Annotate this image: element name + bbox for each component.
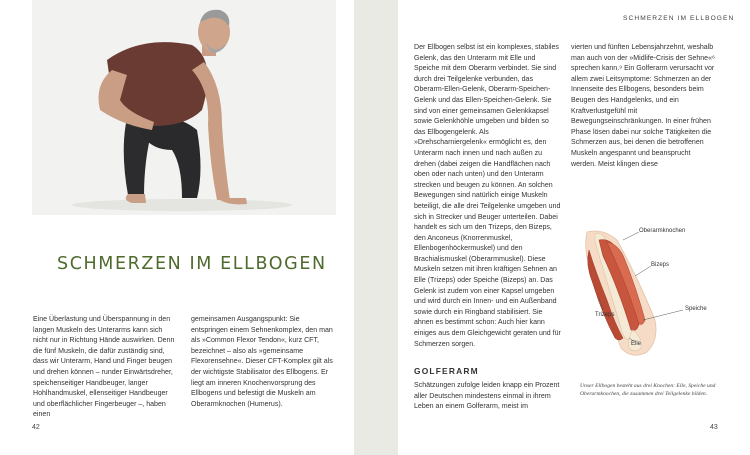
body-text-column-2: vierten und fünften Lebensjahrzehnt, weshalb man auch von der »Midlife-Crisis der Sehne«⁶ sprechen kann.⁹ Ein Golferarm verursacht vor allem zwei Leitsymptome: Schmerzen an der Innenseite des Ellbogens, besonders beim Beugen des Handgelenks, und ein Kraftverlustgefühl mit Bewegungseinschränkungen. In einer frühen Phase lösen dabei nur solche Tätigkeiten die Schmerzen aus, bei denen die betroffenen Muskeln angespannt und beansprucht werden. Meist klingen diese <box>571 44 715 168</box>
elbow-anatomy-illustration <box>577 220 717 370</box>
running-head: SCHMERZEN IM ELLBOGEN <box>623 15 735 22</box>
label-radius: Speiche <box>685 306 707 312</box>
page-number-left: 42 <box>32 424 40 431</box>
body-text-column-1: Der Ellbogen selbst ist ein komplexes, stabiles Gelenk, das den Unterarm mit Elle und Speiche mit dem Oberarm verbindet. Sie sind durch drei Teilgelenke verbunden, das Oberarm-Ellen-Gelenk, Oberarm-Speichen-Gelenk und das Ellen-Speichen-Gelenk. Sie sind von einer gemeinsamen Gelenkkapsel sowie Gelenkhöhle umgeben und bilden so das Ellbogengelenk. Als »Drehscharniergelenk« ermöglicht es, den Unterarm nach innen und nach außen zu drehen (dabei zeigen die Handflächen nach oben oder nach unten) und den Unterarm strecken und beugen zu können. An solchen Bewegungen sind natürlich einige Muskeln beteiligt, die alle drei Teilgelenke umgeben und sich in Strecker und Beuger unterteilen. Dabei handelt es sich um den Trizeps, den Bizeps, den Anconeus (Knorrenmuskel, Ellenbogenhöckermuskel) und den Brachialismuskel (Oberarmmuskel). Diese Muskeln setzen mit ihren kräftigen Sehnen an Elle (Trizeps) oder Speiche (Bizeps) an. Das Gelenk ist zudem von einer Kapsel umgeben und wird durch ein Innen- und ein Außenband sowie durch ein Ringband stabilisiert. Sie ahnen es bestimmt schon: Auch hier kann einiges aus dem Gleichgewicht geraten und für Schmerzen sorgen. <box>414 44 561 348</box>
left-page <box>0 0 354 455</box>
label-humerus: Oberarmknochen <box>639 228 686 234</box>
body-text-column-2: gemeinsamen Ausgangspunkt: Sie entspringen einem Sehnenkomplex, den man als »Common Flexor Tendon«, kurz CFT, bezeichnet – also als »gemeinsame Flexorensehne«. Dieser CFT-Komplex gilt als der wichtigste Stabilisator des Ellbogens. Er liegt am inneren Knochenvorsprung des Ellbogens und befestigt die Muskeln am Oberarmknochen (Humerus). <box>191 316 333 408</box>
chapter-title: SCHMERZEN IM ELLBOGEN <box>57 254 327 274</box>
label-ulna: Elle <box>631 341 642 347</box>
man-kneeling-photo <box>32 0 336 215</box>
label-biceps: Bizeps <box>651 262 670 268</box>
page-gutter <box>354 0 398 455</box>
body-text-column-1: Eine Überlastung und Überspannung in den langen Muskeln des Unterarms kann sich nicht nur in Richtung Hände auswirken. Denn die fünf Muskeln, die dafür zuständig sind, dass wir Unterarm, Hand und Finger beugen und drehen können – runder Einwärtsdreher, speichenseitiger Handbeuger, langer Hohlhandmuskel, ellenseitiger Handbeuger und oberflächlicher Fingerbeuger –, haben einen <box>33 316 175 419</box>
figure-caption: Unser Ellbogen besteht aus drei Knochen: Elle, Speiche und Oberarmknochen, die zusammen drei Teilgelenke bilden. <box>580 383 716 397</box>
section-heading-golferarm: GOLFERARM <box>414 366 479 376</box>
label-triceps: Trizeps <box>595 312 615 318</box>
golferarm-text: Schätzungen zufolge leiden knapp ein Prozent aller Deutschen mindestens einmal in ihrem Leben an einem Golferarm, meist im <box>414 382 560 411</box>
page-number-right: 43 <box>710 424 718 431</box>
